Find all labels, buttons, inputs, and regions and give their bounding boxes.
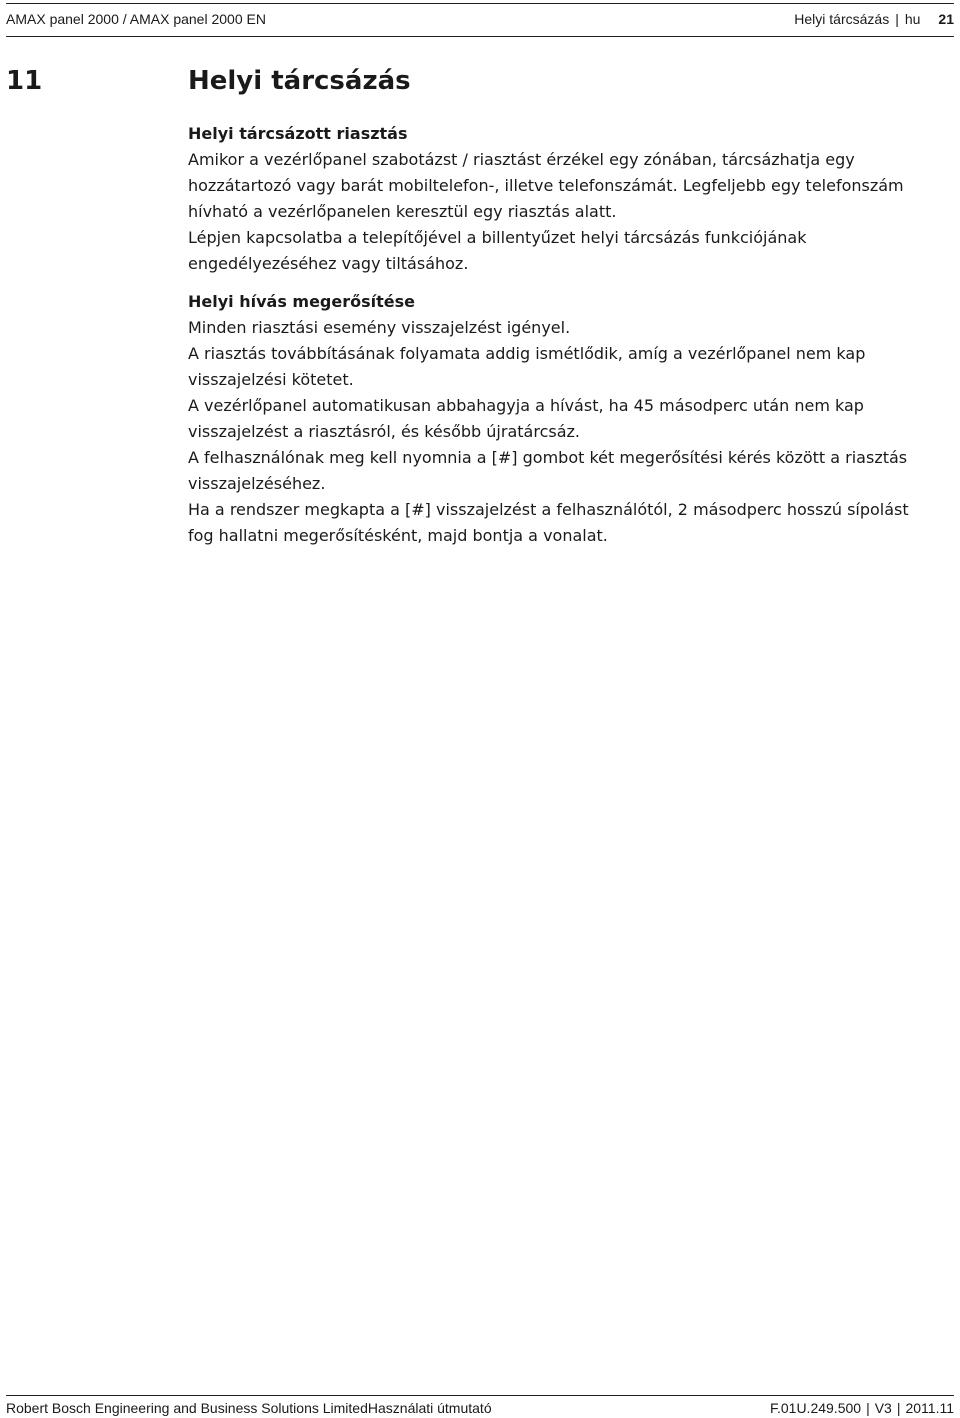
paragraph: A felhasználónak meg kell nyomnia a [#] gombot két megerősítési kérés között a riasztás visszajelzéséhez. — [188, 448, 908, 493]
footer-version: V3 — [874, 1400, 892, 1416]
page-number: 21 — [938, 11, 954, 27]
header-right — [794, 11, 954, 27]
section-local-dial-alarm — [188, 121, 938, 277]
section-heading: Helyi hívás megerősítése — [188, 292, 415, 311]
header-language: hu — [904, 11, 921, 27]
header-separator: | — [895, 11, 899, 27]
page-header — [6, 3, 954, 37]
paragraph: Minden riasztási esemény visszajelzést igényel. — [188, 318, 571, 337]
paragraph: Amikor a vezérlőpanel szabotázst / riasztást érzékel egy zónában, tárcsázhatja egy hozzátartozó vagy barát mobiltelefon-, illetve telefonszámát. Legfeljebb egy telefonszám hívható a vezérlőpanelen keresztül egy riasztás alatt. — [188, 150, 904, 221]
main-content — [188, 121, 938, 561]
footer-publisher: Robert Bosch Engineering and Business Solutions LimitedHasználati útmutató — [6, 1400, 492, 1416]
footer-separator: | — [896, 1400, 901, 1416]
paragraph: A vezérlőpanel automatikusan abbahagyja a hívást, ha 45 másodperc után nem kap visszajelzést a riasztásról, és később újratárcsáz. — [188, 396, 864, 441]
footer-right — [770, 1400, 954, 1416]
chapter-number: 11 — [6, 66, 43, 96]
section-local-call-confirmation — [188, 289, 938, 549]
footer-date: 2011.11 — [905, 1400, 954, 1416]
section-heading: Helyi tárcsázott riasztás — [188, 124, 408, 143]
paragraph: Lépjen kapcsolatba a telepítőjével a billentyűzet helyi tárcsázás funkciójának engedélyezéséhez vagy tiltásához. — [188, 228, 807, 273]
header-section: Helyi tárcsázás — [794, 11, 890, 27]
paragraph: A riasztás továbbításának folyamata addig ismétlődik, amíg a vezérlőpanel nem kap visszajelzési kötetet. — [188, 344, 866, 389]
page-footer — [6, 1395, 954, 1418]
chapter-title: Helyi tárcsázás — [188, 66, 411, 96]
header-product: AMAX panel 2000 / AMAX panel 2000 EN — [6, 11, 266, 27]
footer-separator: | — [866, 1400, 870, 1416]
paragraph: Ha a rendszer megkapta a [#] visszajelzést a felhasználótól, 2 másodperc hosszú sípolást fog hallatni megerősítésként, majd bontja a vonalat. — [188, 500, 909, 545]
footer-doc-id: F.01U.249.500 — [769, 1400, 862, 1416]
